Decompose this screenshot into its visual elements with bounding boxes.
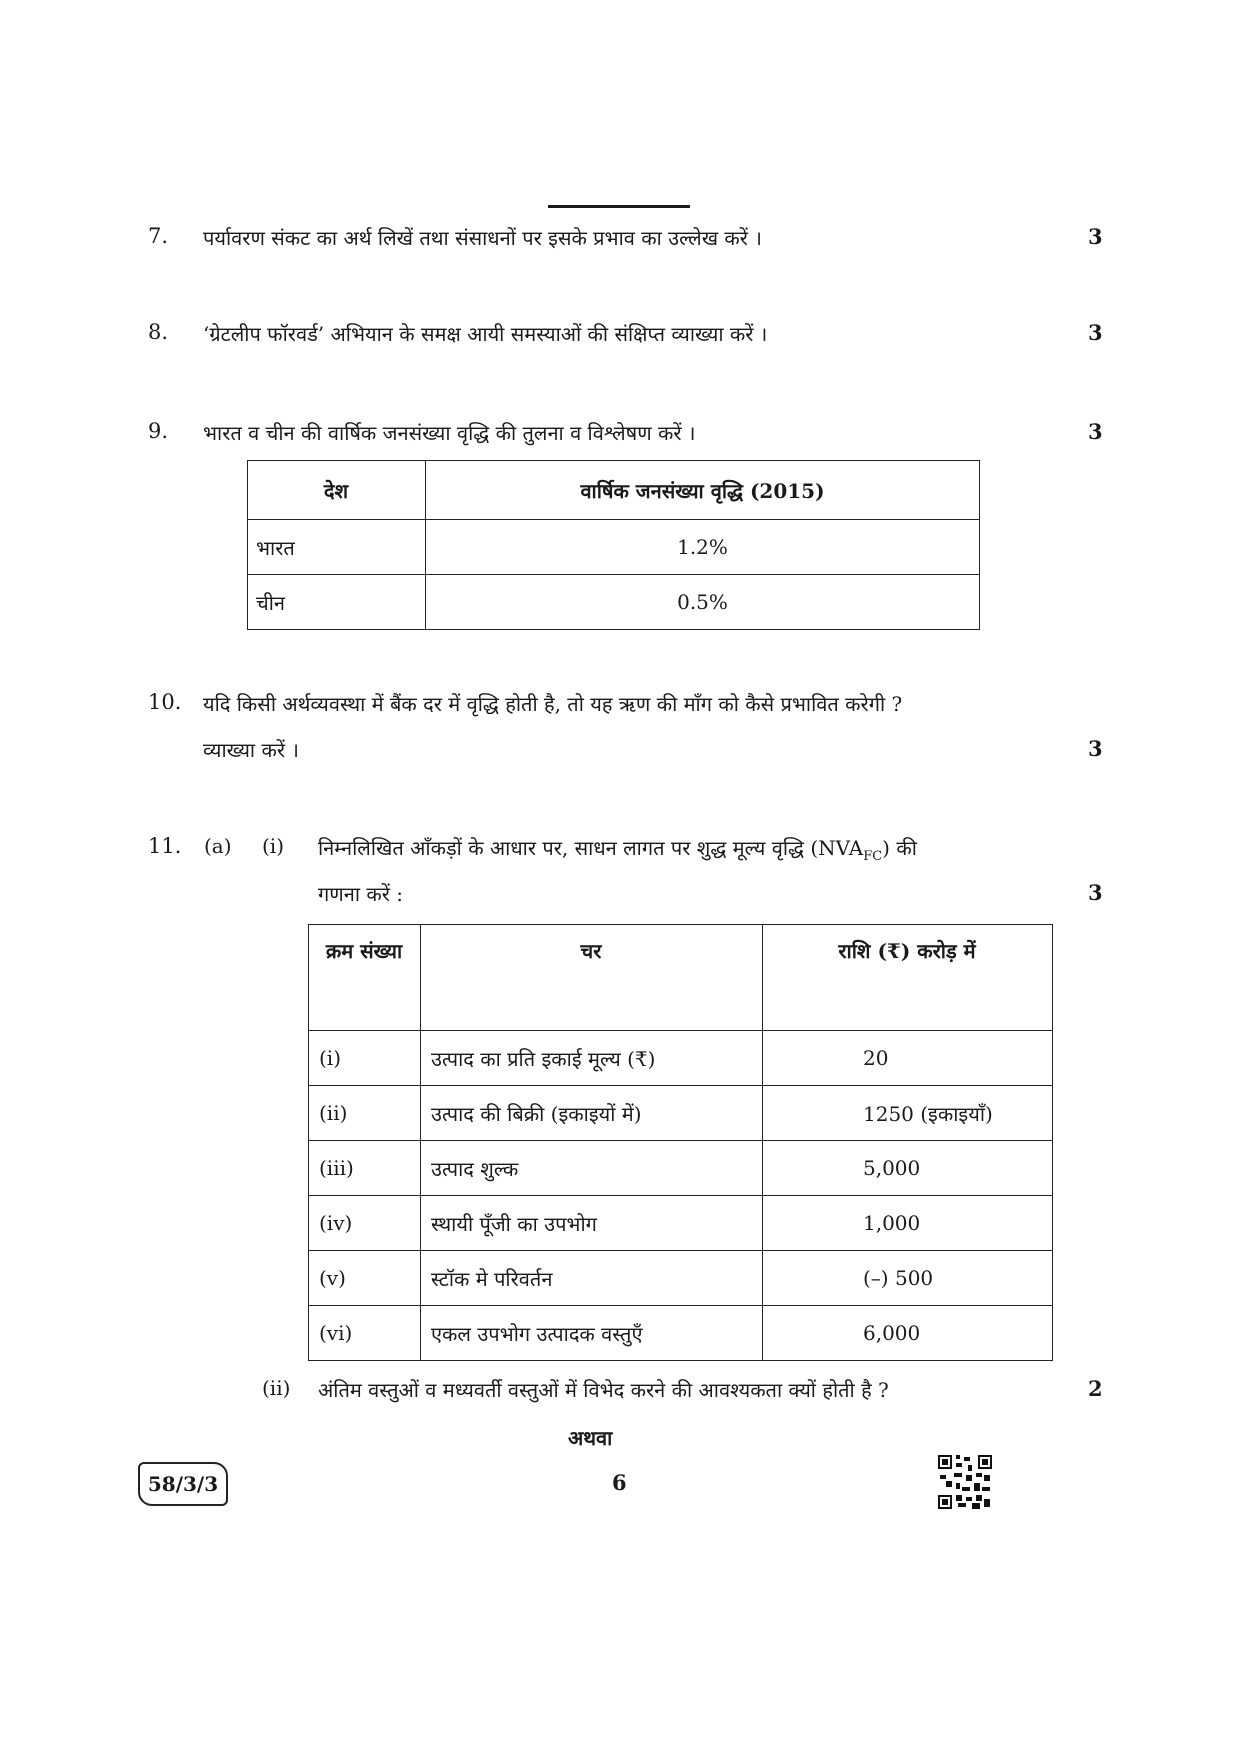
- q9-marks: 3: [1088, 419, 1103, 444]
- cell-growth: 0.5%: [426, 575, 980, 630]
- table-row: [309, 1031, 1053, 1086]
- q7-text: पर्यावरण संकट का अर्थ लिखें तथा संसाधनों पर इसके प्रभाव का उल्लेख करें ।: [203, 226, 762, 250]
- cell-country: चीन: [248, 575, 426, 630]
- cell-serial: (vi): [309, 1306, 421, 1361]
- q7-marks: 3: [1088, 224, 1103, 249]
- cell-serial: (v): [309, 1251, 421, 1306]
- q10-marks: 3: [1088, 736, 1103, 761]
- cell-variable: स्टॉक मे परिवर्तन: [421, 1251, 763, 1306]
- header-growth: वार्षिक जनसंख्या वृद्धि (2015): [426, 461, 980, 520]
- cell-serial: (ii): [309, 1086, 421, 1141]
- table-row: [309, 1251, 1053, 1306]
- q10-number: 10.: [148, 690, 182, 714]
- cell-amount: 20: [763, 1031, 1053, 1086]
- page-number: 6: [612, 1470, 627, 1495]
- table-row: [248, 575, 980, 630]
- q7-number: 7.: [148, 224, 169, 248]
- cell-serial: (i): [309, 1031, 421, 1086]
- top-rule: [548, 205, 690, 208]
- header-country: देश: [248, 461, 426, 520]
- cell-country: भारत: [248, 520, 426, 575]
- table-row: [309, 1306, 1053, 1361]
- cell-amount: (–) 500: [763, 1251, 1053, 1306]
- table-row: [309, 1086, 1053, 1141]
- q11-text-end: ) की: [882, 836, 917, 860]
- paper-code-text: 58/3/3: [147, 1472, 219, 1496]
- q11-text-main: निम्नलिखित आँकड़ों के आधार पर, साधन लागत पर शुद्ध मूल्य वृद्धि (NVA: [318, 836, 864, 860]
- cell-amount: 5,000: [763, 1141, 1053, 1196]
- table-header-row: [309, 925, 1053, 1031]
- table-row: [309, 1141, 1053, 1196]
- table-row: [309, 1196, 1053, 1251]
- q9-text: भारत व चीन की वार्षिक जनसंख्या वृद्धि की तुलना व विश्लेषण करें ।: [203, 421, 696, 445]
- cell-amount: 1,000: [763, 1196, 1053, 1251]
- q11-part: (a): [204, 834, 232, 858]
- cell-variable: स्थायी पूँजी का उपभोग: [421, 1196, 763, 1251]
- population-growth-table: [247, 460, 980, 630]
- qr-code-icon: [938, 1455, 992, 1509]
- q11-text-line2: गणना करें :: [318, 882, 403, 906]
- table-header-row: [248, 461, 980, 520]
- q11-subscript: FC: [863, 849, 883, 864]
- q8-marks: 3: [1088, 320, 1103, 345]
- q8-text: ‘ग्रेटलीप फॉरवर्ड’ अभियान के समक्ष आयी समस्याओं की संक्षिप्त व्याख्या करें ।: [203, 322, 768, 346]
- paper-code: [138, 1462, 228, 1506]
- table-row: [248, 520, 980, 575]
- q10-text-line2: व्याख्या करें ।: [203, 738, 299, 762]
- cell-growth: 1.2%: [426, 520, 980, 575]
- q11-marks: 3: [1088, 880, 1103, 905]
- cell-variable: उत्पाद शुल्क: [421, 1141, 763, 1196]
- cell-amount: 1250 (इकाइयाँ): [763, 1086, 1053, 1141]
- header-amount: राशि (₹) करोड़ में: [763, 925, 1053, 1031]
- q11-ii-marks: 2: [1088, 1376, 1103, 1401]
- header-serial: क्रम संख्या: [309, 925, 421, 1031]
- cell-variable: उत्पाद का प्रति इकाई मूल्य (₹): [421, 1031, 763, 1086]
- q11-ii-sub: (ii): [262, 1376, 291, 1400]
- cell-serial: (iv): [309, 1196, 421, 1251]
- cell-serial: (iii): [309, 1141, 421, 1196]
- or-label: अथवा: [568, 1426, 613, 1450]
- q10-text-line1: यदि किसी अर्थव्यवस्था में बैंक दर में वृद्धि होती है, तो यह ऋण की माँग को कैसे प्रभावित करेगी ?: [203, 692, 903, 716]
- q11-text-line1: [318, 834, 917, 864]
- header-variable: चर: [421, 925, 763, 1031]
- nva-data-table: [308, 924, 1053, 1361]
- cell-variable: उत्पाद की बिक्री (इकाइयों में): [421, 1086, 763, 1141]
- q11-sub: (i): [262, 834, 285, 858]
- q9-number: 9.: [148, 419, 169, 443]
- cell-variable: एकल उपभोग उत्पादक वस्तुएँ: [421, 1306, 763, 1361]
- q11-number: 11.: [148, 834, 182, 858]
- q8-number: 8.: [148, 320, 169, 344]
- q11-ii-text: अंतिम वस्तुओं व मध्यवर्ती वस्तुओं में विभेद करने की आवश्यकता क्यों होती है ?: [318, 1378, 889, 1402]
- cell-amount: 6,000: [763, 1306, 1053, 1361]
